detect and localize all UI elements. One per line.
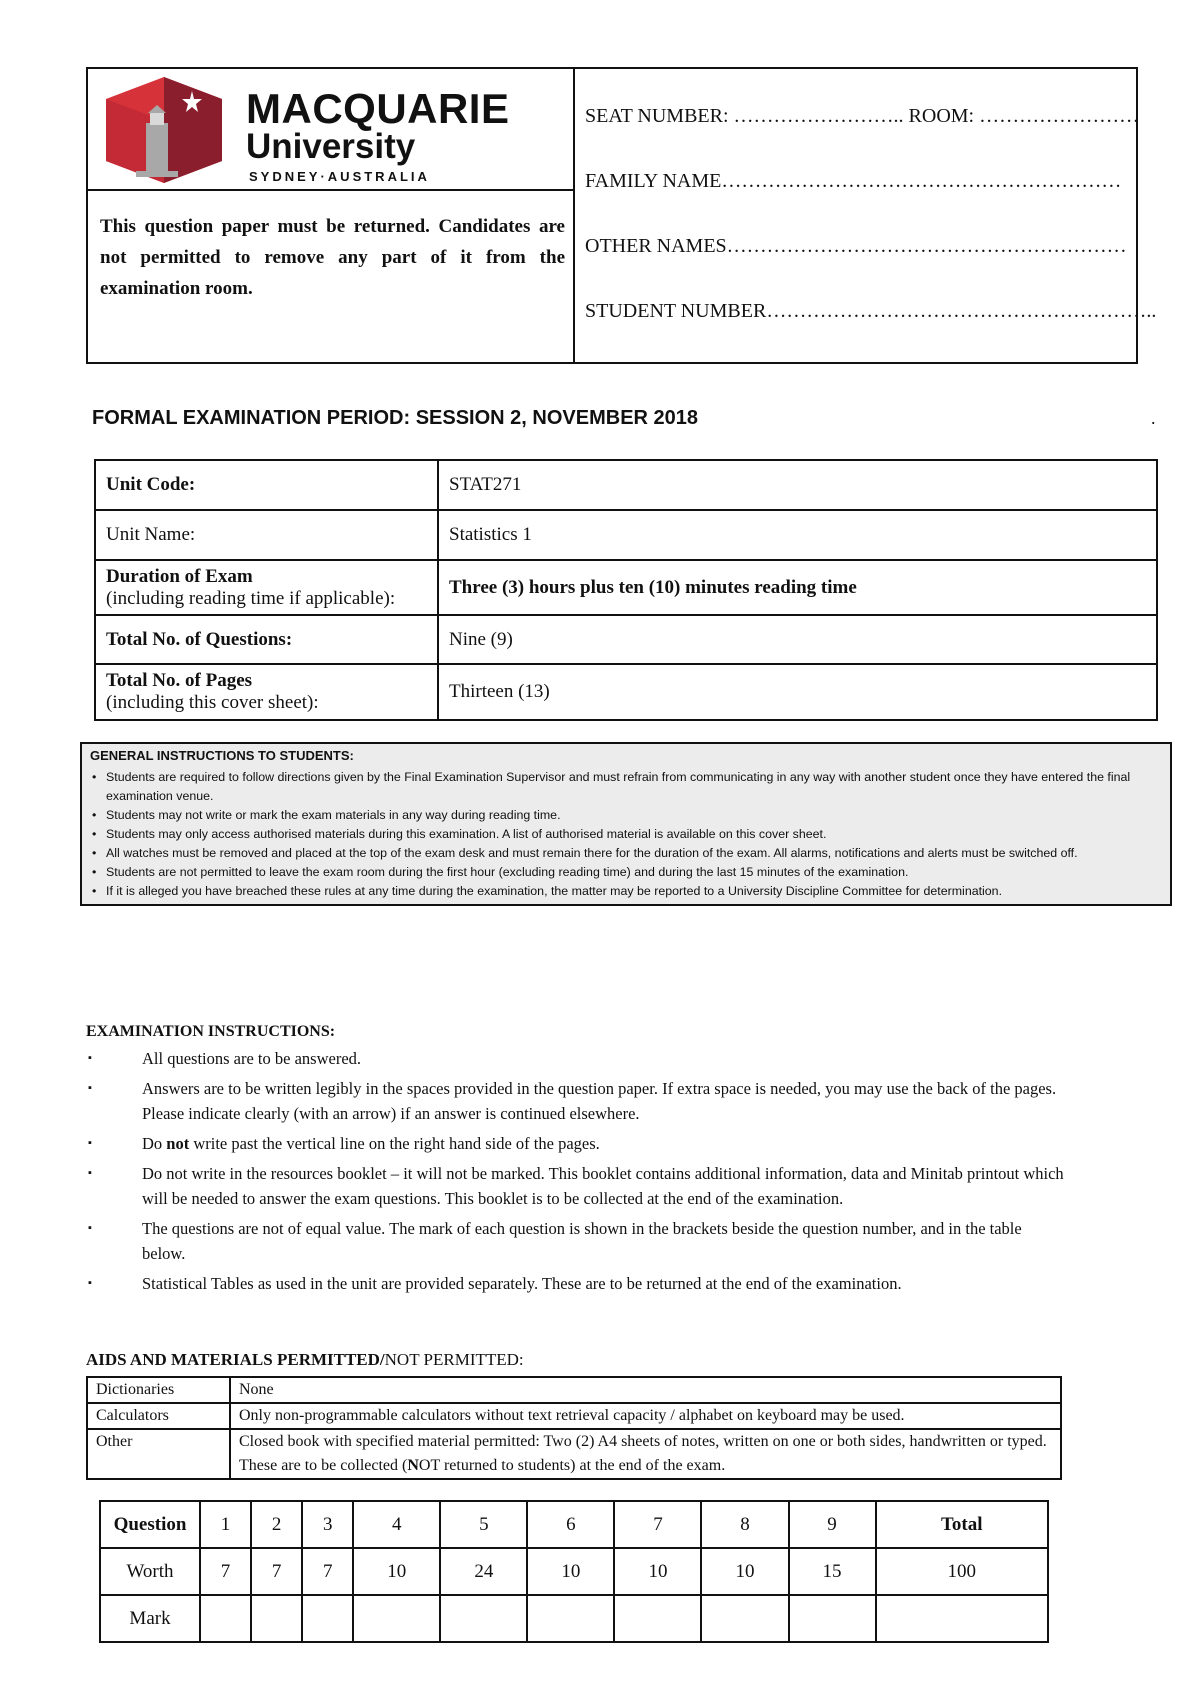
duration-sublabel: (including reading time if applicable): xyxy=(106,587,396,609)
aids-key: Calculators xyxy=(87,1403,230,1429)
list-item: ▪ Answers are to be written legibly in the spaces provided in the question paper. If extra space is needed, you may use the back of the pages. Please indicate clearly (with an arrow) if an answer is continued elsewhere. xyxy=(86,1076,1066,1126)
list-item: • All watches must be removed and placed at the top of the exam desk and must remain there for the duration of the exam. All alarms, notifications and alerts must be switched off. xyxy=(90,844,1162,863)
total-pages-label: Total No. of Pages xyxy=(106,670,253,691)
return-notice-text-2: permitted to remove any part of it from the examination room. xyxy=(100,247,566,299)
lighthouse-lamp-shape xyxy=(150,113,164,125)
unit-code-value: STAT271 xyxy=(438,460,1157,510)
worth-cell: 10 xyxy=(614,1548,701,1595)
aids-key: Other xyxy=(87,1429,230,1479)
student-number-field[interactable] xyxy=(585,300,1156,323)
return-notice-text-not: not xyxy=(100,247,127,268)
worth-cell: 24 xyxy=(440,1548,527,1595)
aids-value: None xyxy=(230,1377,1061,1403)
table-row xyxy=(100,1548,1048,1595)
list-item xyxy=(86,1131,1066,1156)
instruction-emphasis: not xyxy=(166,1134,190,1153)
student-number-blank[interactable]: ………………………………………………….. xyxy=(766,300,1157,322)
mark-entry-cell[interactable] xyxy=(789,1595,876,1642)
duration-label-cell xyxy=(95,560,438,615)
student-number-label: STUDENT NUMBER xyxy=(585,300,767,322)
header-divider-horizontal xyxy=(88,189,573,191)
header-box xyxy=(86,67,1157,364)
aids-title-rest: NOT PERMITTED: xyxy=(384,1350,524,1369)
list-item: • Students are not permitted to leave the exam room during the first hour (excluding reading time) and during the last 15 minutes of the examination. xyxy=(90,863,1162,882)
list-item: • Students may not write or mark the exam materials in any way during reading time. xyxy=(90,806,1162,825)
worth-cell: 10 xyxy=(701,1548,788,1595)
table-row xyxy=(100,1501,1048,1548)
mark-entry-cell[interactable] xyxy=(200,1595,251,1642)
emblem-shadow-shape xyxy=(164,77,222,183)
lighthouse-tower-shape xyxy=(146,123,168,175)
total-questions-label: Total No. of Questions: xyxy=(95,615,438,664)
aids-key: Dictionaries xyxy=(87,1377,230,1403)
mark-entry-cell[interactable] xyxy=(302,1595,353,1642)
aids-other-text: Closed book with specified material permitted: Two (2) A4 sheets of notes, written on one or both sides, handwritten or typed. These are to be collected ( xyxy=(239,1433,1047,1474)
university-logo xyxy=(106,77,546,182)
table-row xyxy=(95,664,1157,720)
question-number-cell: 8 xyxy=(701,1501,788,1548)
aids-materials-table xyxy=(86,1376,1062,1480)
return-notice-text-1: This question paper must be returned. Candidates are xyxy=(100,216,565,237)
mark-entry-cell[interactable] xyxy=(251,1595,302,1642)
mark-entry-cell[interactable] xyxy=(353,1595,440,1642)
aids-other-text: OT returned to students) at the end of the exam. xyxy=(418,1457,726,1474)
list-item: ▪ All questions are to be answered. xyxy=(86,1046,1066,1071)
worth-row-header: Worth xyxy=(100,1548,200,1595)
table-row xyxy=(95,460,1157,510)
list-item: • Students are required to follow directions given by the Final Examination Supervisor and must refrain from communicating in any way with another student once they have entered the final examination venue. xyxy=(90,768,1162,806)
lighthouse-base-shape xyxy=(136,171,178,177)
mark-row-header: Mark xyxy=(100,1595,200,1642)
family-name-label: FAMILY NAME xyxy=(585,170,722,192)
list-item: ▪ The questions are not of equal value. The mark of each question is shown in the brackets beside the question number, and in the table below. xyxy=(86,1216,1066,1266)
logo-name-university: University xyxy=(246,127,416,166)
question-row-header: Question xyxy=(100,1501,200,1548)
question-number-cell: 6 xyxy=(527,1501,614,1548)
family-name-field[interactable] xyxy=(585,170,1121,193)
lighthouse-emblem-icon xyxy=(106,77,222,183)
total-pages-label-cell xyxy=(95,664,438,720)
seat-room-field[interactable] xyxy=(585,105,1139,128)
mark-entry-cell[interactable] xyxy=(701,1595,788,1642)
table-row xyxy=(95,510,1157,560)
aids-title-bold: AIDS AND MATERIALS PERMITTED/ xyxy=(86,1350,385,1369)
aids-other-emphasis: N xyxy=(407,1457,419,1474)
list-item: • If it is alleged you have breached these rules at any time during the examination, the matter may be reported to a University Discipline Committee for determination. xyxy=(90,882,1162,901)
other-names-field[interactable] xyxy=(585,235,1127,258)
worth-total-cell: 100 xyxy=(876,1548,1048,1595)
total-pages-sublabel: (including this cover sheet): xyxy=(106,692,319,713)
mark-total-entry-cell[interactable] xyxy=(876,1595,1048,1642)
question-number-cell: 9 xyxy=(789,1501,876,1548)
question-number-cell: 2 xyxy=(251,1501,302,1548)
table-row xyxy=(100,1595,1048,1642)
general-instructions-title: GENERAL INSTRUCTIONS TO STUDENTS: xyxy=(90,748,354,763)
unit-details-table xyxy=(94,459,1158,721)
family-name-blank[interactable]: …………………………………………………… xyxy=(721,170,1122,192)
worth-cell: 7 xyxy=(251,1548,302,1595)
unit-name-label: Unit Name: xyxy=(95,510,438,560)
list-item: • Students may only access authorised materials during this examination. A list of authorised material is available on this cover sheet. xyxy=(90,825,1162,844)
marks-table xyxy=(99,1500,1049,1643)
unit-code-label: Unit Code: xyxy=(95,460,438,510)
return-paper-notice xyxy=(100,211,565,304)
general-instructions-list xyxy=(90,768,1162,901)
table-row xyxy=(95,615,1157,664)
question-number-cell: 4 xyxy=(353,1501,440,1548)
examination-instructions-title: EXAMINATION INSTRUCTIONS: xyxy=(86,1023,336,1040)
question-number-cell: 7 xyxy=(614,1501,701,1548)
room-label: ROOM: xyxy=(908,105,975,127)
list-item: ▪ Statistical Tables as used in the unit are provided separately. These are to be returned at the end of the examination. xyxy=(86,1271,1066,1296)
mark-entry-cell[interactable] xyxy=(440,1595,527,1642)
worth-cell: 7 xyxy=(200,1548,251,1595)
logo-name-macquarie: MACQUARIE xyxy=(246,85,510,132)
total-header-cell: Total xyxy=(876,1501,1048,1548)
table-row xyxy=(87,1377,1061,1403)
room-blank[interactable]: …………………… xyxy=(979,105,1140,127)
worth-cell: 7 xyxy=(302,1548,353,1595)
seat-number-label: SEAT NUMBER: xyxy=(585,105,729,127)
other-names-blank[interactable]: …………………………………………………… xyxy=(726,235,1127,257)
aids-materials-title xyxy=(86,1350,524,1370)
duration-value: Three (3) hours plus ten (10) minutes reading time xyxy=(438,560,1157,615)
seat-number-blank[interactable]: …………………….. xyxy=(733,105,904,127)
unit-name-value: Statistics 1 xyxy=(438,510,1157,560)
header-divider-vertical xyxy=(573,69,575,364)
aids-value-other xyxy=(230,1429,1061,1479)
stray-mark: . xyxy=(1151,408,1156,428)
mark-entry-cell[interactable] xyxy=(527,1595,614,1642)
worth-cell: 10 xyxy=(353,1548,440,1595)
logo-tagline: SYDNEY·AUSTRALIA xyxy=(249,169,430,184)
worth-cell: 10 xyxy=(527,1548,614,1595)
list-item: ▪ Do not write in the resources booklet – it will not be marked. This booklet contains additional information, data and Minitab printout which will be needed to answer the exam questions. This booklet is to be collected at the end of the examination. xyxy=(86,1161,1066,1211)
question-number-cell: 5 xyxy=(440,1501,527,1548)
other-names-label: OTHER NAMES xyxy=(585,235,727,257)
mark-entry-cell[interactable] xyxy=(614,1595,701,1642)
worth-cell: 15 xyxy=(789,1548,876,1595)
instruction-text: Do xyxy=(142,1134,163,1153)
duration-label: Duration of Exam xyxy=(106,565,253,587)
aids-value: Only non-programmable calculators without text retrieval capacity / alphabet on keyboard may be used. xyxy=(230,1403,1061,1429)
exam-period-heading: FORMAL EXAMINATION PERIOD: SESSION 2, NOVEMBER 2018 xyxy=(92,407,699,429)
general-instructions-box xyxy=(80,742,1172,906)
examination-instructions-list xyxy=(86,1046,1066,1301)
table-row xyxy=(95,560,1157,615)
total-questions-value: Nine (9) xyxy=(438,615,1157,664)
table-row xyxy=(87,1403,1061,1429)
instruction-text: write past the vertical line on the right hand side of the pages. xyxy=(193,1134,600,1153)
question-number-cell: 1 xyxy=(200,1501,251,1548)
total-pages-value: Thirteen (13) xyxy=(438,664,1157,720)
question-number-cell: 3 xyxy=(302,1501,353,1548)
table-row xyxy=(87,1429,1061,1479)
